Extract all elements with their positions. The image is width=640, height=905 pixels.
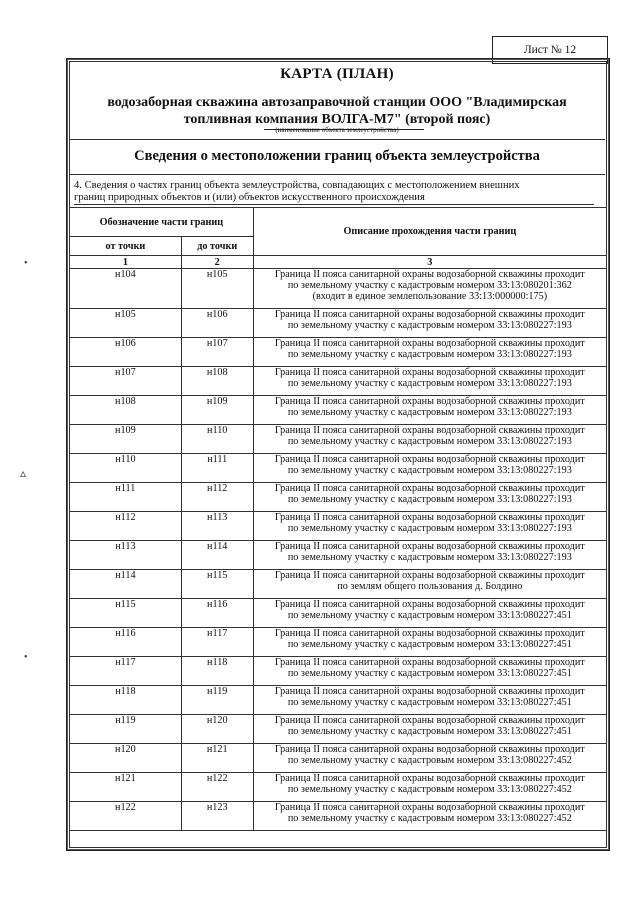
description-line: Граница II пояса санитарной охраны водозаборной скважины проходит [274,367,585,378]
table-row [70,599,607,628]
boundary-description [253,802,606,831]
description-line: Граница II пояса санитарной охраны водозаборной скважины проходит [274,483,585,494]
scan-mark: ▵ [20,466,27,480]
description-line: по земельному участку с кадастровым номером 33:13:080227:452 [287,784,572,795]
scan-mark: • [24,258,28,269]
boundary-description [253,269,606,309]
description-line: Граница II пояса санитарной охраны водозаборной скважины проходит [274,454,585,465]
sheet-number: Лист № 12 [523,44,577,56]
boundary-description [253,454,606,483]
point-from: н108 [70,396,182,425]
header-description: Описание прохождения части границ [253,208,606,256]
description-line: по земельному участку с кадастровым номером 33:13:080227:452 [287,755,572,766]
table-row [70,269,607,309]
point-to: н107 [181,338,253,367]
point-to: н113 [181,512,253,541]
description-line: по земельному участку с кадастровым номером 33:13:080227:193 [287,407,572,418]
scan-mark: • [24,652,28,663]
description-line: по землям общего пользования д. Болдино [337,581,523,592]
description-line: Граница II пояса санитарной охраны водозаборной скважины проходит [274,686,585,697]
point-from: н117 [70,657,182,686]
description-line: по земельному участку с кадастровым номером 33:13:080227:451 [287,726,572,737]
table-row [70,657,607,686]
boundary-description [253,425,606,454]
point-to: н110 [181,425,253,454]
point-to: н114 [181,541,253,570]
description-line: по земельному участку с кадастровым номером 33:13:080227:451 [287,639,572,650]
point-to: н105 [181,269,253,309]
point-from: н104 [70,269,182,309]
description-line: Граница II пояса санитарной охраны водозаборной скважины проходит [274,269,585,280]
description-line: по земельному участку с кадастровым номером 33:13:080227:451 [287,610,572,621]
table-row [70,396,607,425]
description-line: Граница II пояса санитарной охраны водозаборной скважины проходит [274,744,585,755]
boundary-description [253,657,606,686]
description-line: по земельному участку с кадастровым номером 33:13:080227:193 [287,465,572,476]
description-line: Граница II пояса санитарной охраны водозаборной скважины проходит [274,570,585,581]
description-line: Граница II пояса санитарной охраны водозаборной скважины проходит [274,425,585,436]
point-to: н123 [181,802,253,831]
point-to: н122 [181,773,253,802]
description-line: по земельному участку с кадастровым номером 33:13:080227:193 [287,320,572,331]
section-divider-bottom [69,174,605,175]
table-body [70,269,607,831]
intro-text [74,180,594,205]
description-line: по земельному участку с кадастровым номером 33:13:080227:193 [287,378,572,389]
boundary-description [253,309,606,338]
header-to: до точки [181,237,253,256]
point-from: н109 [70,425,182,454]
boundary-parts-table [69,207,607,831]
point-from: н116 [70,628,182,657]
description-line: Граница II пояса санитарной охраны водозаборной скважины проходит [274,512,585,523]
point-from: н119 [70,715,182,744]
boundary-description [253,338,606,367]
boundary-description [253,483,606,512]
point-from: н107 [70,367,182,396]
description-line: Граница II пояса санитарной охраны водозаборной скважины проходит [274,715,585,726]
point-to: н120 [181,715,253,744]
point-from: н118 [70,686,182,715]
point-to: н116 [181,599,253,628]
description-line: по земельному участку с кадастровым номером 33:13:080227:451 [287,697,572,708]
boundary-description [253,541,606,570]
table-row [70,628,607,657]
table-row [70,454,607,483]
boundary-description [253,686,606,715]
section-title: Сведения о местоположении границ объекта землеустройства [134,148,540,164]
description-line: Граница II пояса санитарной охраны водозаборной скважины проходит [274,628,585,639]
description-line: Граница II пояса санитарной охраны водозаборной скважины проходит [274,396,585,407]
description-line: Граница II пояса санитарной охраны водозаборной скважины проходит [274,338,585,349]
description-line: Граница II пояса санитарной охраны водозаборной скважины проходит [274,802,585,813]
table-row [70,802,607,831]
header-group: Обозначение части границ [70,208,254,237]
point-to: н106 [181,309,253,338]
point-to: н121 [181,744,253,773]
description-line: по земельному участку с кадастровым номером 33:13:080227:193 [287,436,572,447]
description-line: по земельному участку с кадастровым номером 33:13:080227:452 [287,813,572,824]
boundary-description [253,715,606,744]
description-line: Граница II пояса санитарной охраны водозаборной скважины проходит [274,657,585,668]
table-row [70,570,607,599]
description-line: Граница II пояса санитарной охраны водозаборной скважины проходит [274,309,585,320]
point-from: н111 [70,483,182,512]
point-from: н121 [70,773,182,802]
intro-line-2: границ природных объектов и (или) объектов искусственного происхождения [74,192,594,205]
boundary-description [253,570,606,599]
point-from: н110 [70,454,182,483]
description-line: по земельному участку с кадастровым номером 33:13:080227:193 [287,494,572,505]
table-row [70,309,607,338]
table-row [70,541,607,570]
point-to: н115 [181,570,253,599]
table-row [70,773,607,802]
point-to: н118 [181,657,253,686]
table-row [70,744,607,773]
boundary-description [253,512,606,541]
point-to: н119 [181,686,253,715]
table-row [70,483,607,512]
point-to: н112 [181,483,253,512]
intro-line-1: 4. Сведения о частях границ объекта землеустройства, совпадающих с местоположением внешних [74,180,520,191]
document-title: КАРТА (ПЛАН) [280,66,394,82]
description-line: по земельному участку с кадастровым номером 33:13:080227:193 [287,523,572,534]
description-line: Граница II пояса санитарной охраны водозаборной скважины проходит [274,599,585,610]
column-number-1: 1 [70,256,182,269]
point-from: н120 [70,744,182,773]
point-from: н114 [70,570,182,599]
table-row [70,338,607,367]
boundary-description [253,396,606,425]
table-row [70,715,607,744]
boundary-description [253,773,606,802]
object-name: водозаборная скважина автозаправочной станции ООО "Владимирская топливная компания ВОЛГА-М7" (второй пояс) [107,95,567,127]
point-from: н112 [70,512,182,541]
header-from: от точки [70,237,182,256]
table-row [70,367,607,396]
description-line: по земельному участку с кадастровым номером 33:13:080227:451 [287,668,572,679]
point-to: н108 [181,367,253,396]
column-number-2: 2 [181,256,253,269]
point-from: н115 [70,599,182,628]
point-to: н117 [181,628,253,657]
point-from: н106 [70,338,182,367]
point-to: н109 [181,396,253,425]
description-line: (входит в единое землепользование 33:13:000000:175) [312,291,548,302]
column-number-3: 3 [253,256,606,269]
table-row [70,512,607,541]
boundary-description [253,367,606,396]
boundary-description [253,744,606,773]
description-line: по земельному участку с кадастровым номером 33:13:080227:193 [287,552,572,563]
description-line: Граница II пояса санитарной охраны водозаборной скважины проходит [274,773,585,784]
table-row [70,686,607,715]
section-divider-top [69,139,605,140]
description-line: по земельному участку с кадастровым номером 33:13:080201:362 [287,280,572,291]
boundary-description [253,599,606,628]
point-from: н113 [70,541,182,570]
boundary-description [253,628,606,657]
description-line: по земельному участку с кадастровым номером 33:13:080227:193 [287,349,572,360]
point-from: н122 [70,802,182,831]
object-caption: (наименование объекта землеустройства) [275,126,399,134]
point-to: н111 [181,454,253,483]
point-from: н105 [70,309,182,338]
table-row [70,425,607,454]
description-line: Граница II пояса санитарной охраны водозаборной скважины проходит [274,541,585,552]
